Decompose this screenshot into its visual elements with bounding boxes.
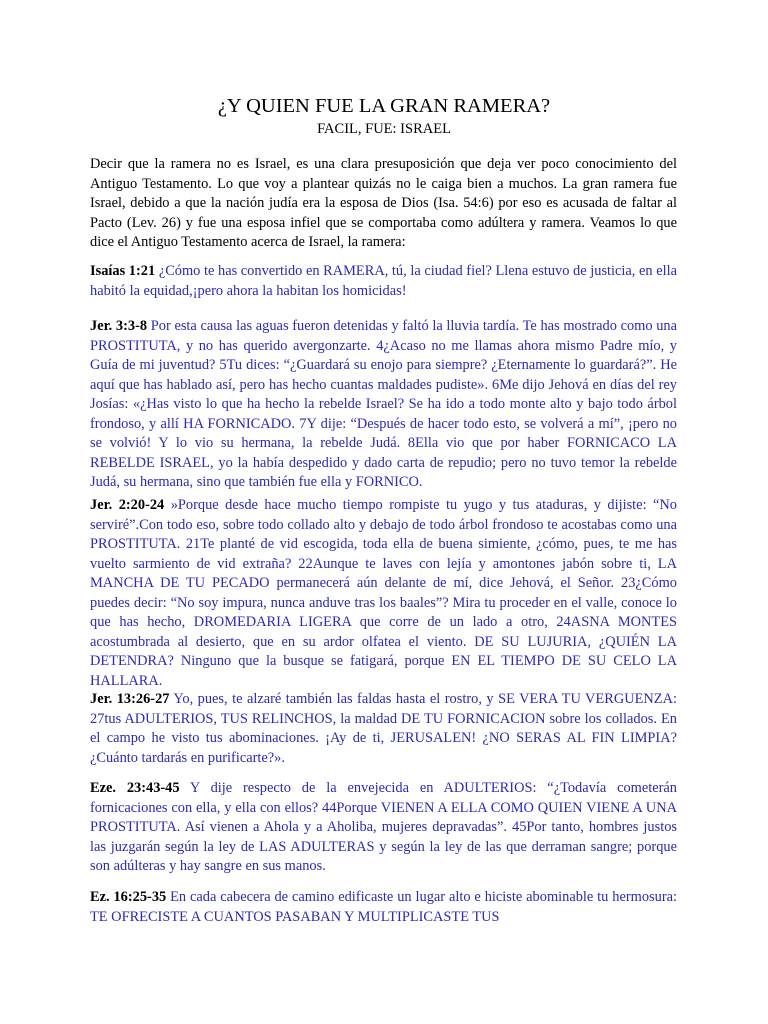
passage-text: En cada cabecera de camino edificaste un lugar alto e hiciste abominable tu hermosura: TE OFRECISTE A CUANTOS PASABAN Y MULTIPLICASTE TUS: [90, 889, 678, 925]
document-title: ¿Y QUIEN FUE LA GRAN RAMERA?: [217, 95, 551, 117]
passage-reference: Jer. 13:26-27: [90, 691, 170, 707]
passage-text: Yo, pues, te alzaré también las faldas hasta el rostro, y SE VERA TU VERGUENZA: 27tus ADULTERIOS, TUS RELINCHOS, la maldad DE TU FORNICACION sobre los collados. En el campo he visto tus abominaciones. ¡Ay de ti, JERUSALEN! ¿NO SERAS AL FIN LIMPIA? ¿Cuánto tardarás en purificarte?».: [90, 691, 677, 766]
passage-reference: Isaías 1:21: [90, 263, 156, 279]
document-subtitle: FACIL, FUE: ISRAEL: [317, 121, 451, 137]
passage-reference: Ez. 16:25-35: [90, 889, 167, 905]
passage-text: ¿Cómo te has convertido en RAMERA, tú, la ciudad fiel? Llena estuvo de justicia, en ella habitó la equidad,¡pero ahora la habitan los homicidas!: [90, 263, 677, 299]
passage-eze-23-43-45: [90, 779, 677, 877]
intro-paragraph: Decir que la ramera no es Israel, es una clara presuposición que deja ver poco conocimiento del Antiguo Testamento. Lo que voy a plantear quizás no le caiga bien a muchos. La gran ramera fue Israel, debido a que la nación judía era la esposa de Dios (Isa. 54:6) por eso es acusada de faltar al Pacto (Lev. 26) y fue una esposa infiel que se comportaba como adúltera y ramera. Veamos lo que dice el Antiguo Testamento acerca de Israel, la ramera:: [90, 156, 677, 250]
passage-reference: Eze. 23:43-45: [90, 780, 180, 796]
passage-text: Y dije respecto de la envejecida en ADULTERIOS: “¿Todavía cometerán fornicaciones con ella, y ella con ellos? 44Porque VIENEN A ELLA COMO QUIEN VIENE A UNA PROSTITUTA. Así vienen a Ahola y a Aholiba, mujeres depravadas”. 45Por tanto, hombres justos las juzgarán según la ley de LAS ADULTERAS y según la ley de las que derraman sangre; porque son adúlteras y hay sangre en sus manos.: [90, 780, 677, 874]
passage-ez-16-25-35: [90, 888, 677, 927]
passage-jer-3-3-8: [90, 317, 677, 493]
passage-reference: Jer. 2:20-24: [90, 497, 165, 513]
passage-isaias-1-21: [90, 262, 677, 301]
passage-jer-2-20-24: [90, 496, 677, 691]
passage-reference: Jer. 3:3-8: [90, 318, 148, 334]
passage-jer-13-26-27: [90, 690, 677, 768]
passage-text: Por esta causa las aguas fueron detenidas y faltó la lluvia tardía. Te has mostrado como una PROSTITUTA, y no has querido avergonzarte. 4¿Acaso no me llamas ahora mismo Padre mío, y Guía de mi juventud? 5Tu dices: “¿Guardará su enojo para siempre? ¿Eternamente lo guardará?”. He aquí que has hablado así, pero has hecho cuantas maldades pudiste». 6Me dijo Jehová en días del rey Josías: «¿Has visto lo que ha hecho la rebelde Israel? Se ha ido a todo monte alto y bajo todo árbol frondoso, y allí HA FORNICADO. 7Y dije: “Después de hacer todo esto, se volverá a mí”, ¡pero no se volvió! Y lo vio su hermana, la rebelde Judá. 8Ella vio que por haber FORNICACO LA REBELDE ISRAEL, yo la había despedido y dado carta de repudio; pero no tuvo temor la rebelde Judá, su hermana, sino que también fue ella y FORNICO.: [90, 318, 677, 490]
passage-text: »Porque desde hace mucho tiempo rompiste tu yugo y tus ataduras, y dijiste: “No serviré”.Con todo eso, sobre todo collado alto y debajo de todo árbol frondoso te acostabas como una PROSTITUTA. 21Te planté de vid escogida, toda ella de buena simiente, ¿cómo, pues, te me has vuelto sarmiento de vid extraña? 22Aunque te laves con lejía y amontones jabón sobre ti, LA MANCHA DE TU PECADO permanecerá aún delante de mí, dice Jehová, el Señor. 23¿Cómo puedes decir: “No soy impura, nunca anduve tras los baales”? Mira tu proceder en el valle, conoce lo que has hecho, DROMEDARIA LIGERA que corre de un lado a otro, 24ASNA MONTES acostumbrada al desierto, que en su ardor olfatea el viento. DE SU LUJURIA, ¿QUIÉN LA DETENDRA? Ninguno que la busque se fatigará, porque EN EL TIEMPO DE SU CELO LA HALLARA.: [90, 497, 677, 689]
